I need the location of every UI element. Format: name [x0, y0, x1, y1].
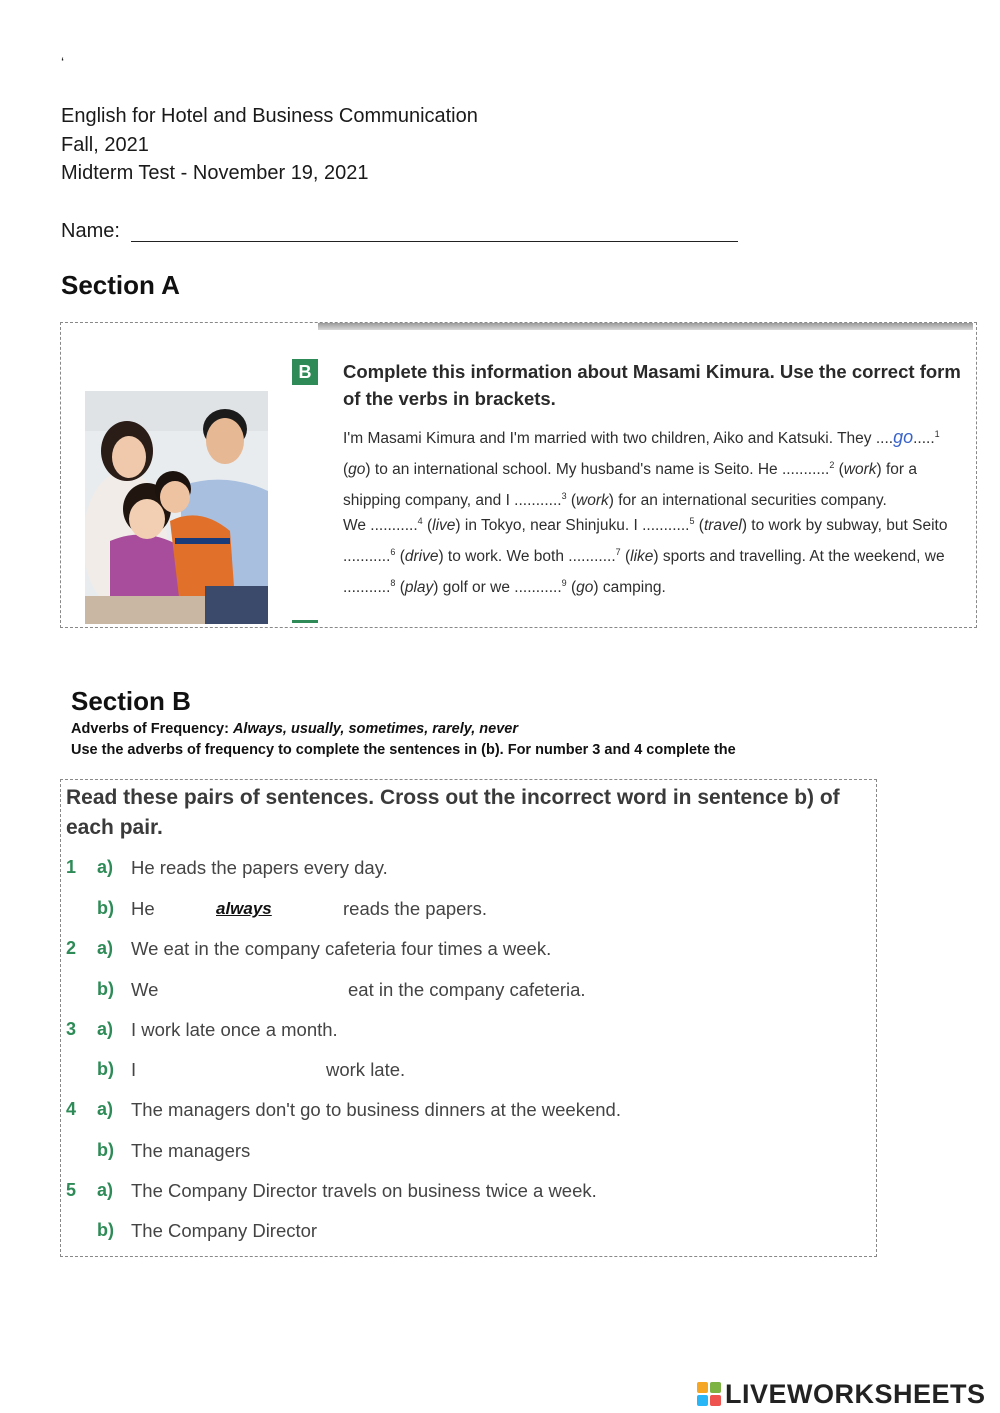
verb: live	[432, 517, 456, 535]
item-a-label: a)	[97, 938, 114, 958]
sup-8: 8	[390, 578, 396, 589]
item-b-label: b)	[97, 898, 114, 918]
liveworksheets-logo[interactable]	[697, 1378, 986, 1410]
item-b-start: I	[131, 1059, 137, 1080]
para2-text: ) golf or we ...........	[433, 579, 562, 597]
adverbs-label: Adverbs of Frequency:	[71, 721, 233, 737]
para1-text: (	[834, 461, 844, 479]
verb: drive	[404, 548, 439, 566]
verb: work	[843, 461, 877, 479]
stray-mark: ‘	[61, 54, 65, 70]
item-a-text: We eat in the company cafeteria four times a week.	[131, 938, 552, 959]
paragraph-1: I'm Masami Kimura and I'm married with two children, Aiko and Katsuki. They ....go.....$^1$ (go) to an international school. My husband's name is Seito. He ...........$^2$ (work) for a shipping company, and I ...........$^3$ (work) for an international securities company.	[343, 427, 940, 510]
green-mark	[292, 620, 318, 623]
item-b-label: b)	[97, 1140, 114, 1160]
para2-text: (	[422, 517, 433, 535]
verb: like	[630, 548, 654, 566]
item-b-end: work late.	[326, 1059, 406, 1080]
item-b-start: He	[131, 898, 155, 919]
section-b-instruction: Use the adverbs of frequency to complete the sentences in (b). For number 3 and 4 complete the	[71, 742, 736, 758]
item-b-label: b)	[97, 1059, 114, 1079]
para2-text: ) sports and travelling. At the weekend, we ...........	[343, 548, 945, 597]
item-a-label: a)	[97, 1180, 114, 1200]
para1-text: ) for an international securities company.	[608, 492, 887, 510]
sup-7: 7	[615, 547, 621, 558]
item-number: 1	[66, 857, 77, 877]
para1-text: ) to an international school. My husband's name is Seito. He ...........	[365, 461, 830, 479]
item-a-label: a)	[97, 1019, 114, 1039]
name-line[interactable]	[131, 241, 738, 242]
test-label: Midterm Test - November 19, 2021	[61, 162, 369, 184]
item-b-start: We	[131, 979, 159, 1000]
family-photo-illustration	[85, 391, 268, 624]
para2-text: (	[395, 548, 405, 566]
item-a-text: The managers don't go to business dinners at the weekend.	[131, 1099, 621, 1120]
answer-field[interactable]: always	[216, 899, 272, 918]
item-b-label: b)	[97, 1220, 114, 1240]
adverbs-line	[71, 721, 518, 737]
sup-6: 6	[390, 547, 396, 558]
exercise-badge: B	[292, 359, 318, 385]
item-b-start: The managers	[131, 1140, 251, 1161]
item-number: 2	[66, 938, 77, 958]
verb: travel	[703, 517, 742, 535]
para1-text: ) for a shipping company, and I ...........	[343, 461, 918, 510]
para2-text: ) camping.	[593, 579, 666, 597]
para1-text: (	[566, 492, 577, 510]
name-label: Name:	[61, 220, 120, 242]
verb: work	[576, 492, 609, 510]
verb: go	[576, 579, 594, 597]
sup-4: 4	[417, 516, 423, 526]
logo-grid-icon	[697, 1382, 721, 1406]
item-a-text: He reads the papers every day.	[131, 857, 388, 878]
sup-9: 9	[561, 578, 567, 589]
verb: play	[404, 579, 434, 597]
family-photo	[85, 391, 268, 624]
exercise-top-bar	[318, 323, 973, 330]
item-a-text: I work late once a month.	[131, 1019, 338, 1040]
para2-text: (	[620, 548, 631, 566]
exercise-instruction: Complete this information about Masami Kimura. Use the correct form of the verbs in brackets.	[343, 361, 961, 409]
sup-5: 5	[689, 516, 695, 526]
adverbs-list: Always, usually, sometimes, rarely, never	[232, 721, 518, 737]
item-a-label: a)	[97, 857, 114, 877]
para2-text: (	[566, 579, 577, 597]
item-b-end: reads the papers.	[343, 898, 487, 919]
sup-3: 3	[561, 491, 567, 502]
exercise-b-title: Read these pairs of sentences. Cross out the incorrect word in sentence b) of each pair.	[66, 786, 840, 839]
para2-text: ) in Tokyo, near Shinjuku. I ...........	[455, 517, 690, 535]
item-a-label: a)	[97, 1099, 114, 1119]
item-a-text: The Company Director travels on business twice a week.	[131, 1180, 597, 1201]
section-b-title: Section B	[71, 686, 191, 716]
paragraph-2	[343, 508, 963, 601]
para2-text: (	[395, 579, 405, 597]
course-title: English for Hotel and Business Communication	[61, 105, 478, 127]
item-number: 3	[66, 1019, 77, 1039]
item-b-start: The Company Director	[131, 1220, 318, 1241]
item-number: 5	[66, 1180, 77, 1200]
item-number: 4	[66, 1099, 77, 1119]
para1-text: (	[343, 461, 349, 479]
verb: go	[348, 461, 366, 479]
para2-text: ) to work. We both ...........	[438, 548, 616, 566]
answer-go[interactable]: go	[893, 427, 914, 448]
logo-text: LIVEWORKSHEETS	[725, 1378, 986, 1409]
term-label: Fall, 2021	[61, 134, 149, 156]
para2-text: We ...........	[343, 517, 418, 535]
para1-text: I'm Masami Kimura and I'm married with two children, Aiko and Katsuki. They	[343, 430, 876, 448]
sup-2: 2	[829, 460, 835, 471]
item-b-label: b)	[97, 979, 114, 999]
item-b-end: eat in the company cafeteria.	[348, 979, 586, 1000]
sup-1: 1	[934, 429, 940, 439]
section-a-title: Section A	[61, 270, 180, 300]
para2-text: (	[694, 517, 704, 535]
para2-text: ) to work by subway, but Seito ...........	[343, 517, 948, 566]
